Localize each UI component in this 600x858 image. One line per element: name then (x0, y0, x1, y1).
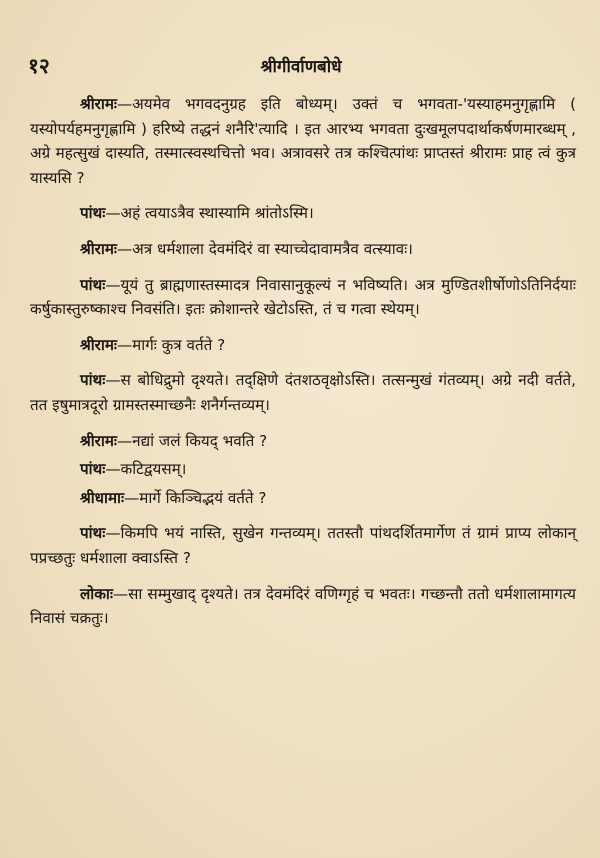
dialogue-text: —नद्यां जलं कियद् भवति ? (116, 431, 268, 450)
speaker-name: श्रीरामः (80, 95, 117, 113)
dialogue-text: —सा सम्मुखाद् दृश्यते। तत्र देवमंदिरं वणिग्गृहं च भवतः। गच्छन्तौ ततो धर्मशालामागत्य निवासं चक्रतुः। (30, 584, 576, 628)
running-title: श्रीगीर्वाणबोधे (260, 57, 342, 77)
speaker-name: श्रीरामः (80, 335, 117, 354)
speaker-name: लोकाः (80, 584, 113, 603)
dialogue-text: —अहं त्वयाऽत्रैव स्थास्यामि श्रांतोऽस्मि। (105, 204, 314, 223)
speaker-name: श्रीरामः (80, 431, 117, 450)
page-body (30, 92, 576, 642)
dialogue-text: —मार्गे किञ्चिद्भयं वर्तते ? (124, 488, 267, 507)
dialogue-text: —स बोधिद्रुमो दृश्यते। तद्क्षिणे दंतशठवृक्षोऽस्ति। तत्सन्मुखं गंतव्यम्। अग्रे नदी वर्तते, तत इषुमात्रदूरो ग्रामस्तस्माच्छनैः शनैर्गन्तव्यम्। (30, 371, 576, 414)
dialogue-paragraph (30, 273, 576, 322)
speaker-name: पांथः (80, 371, 106, 390)
dialogue-paragraph (30, 368, 576, 417)
dialogue-text: —अयमेव भगवदनुग्रह इति बोध्यम्। उक्तं च भगवता-'यस्याहमनुगृह्णामि ( यस्योपर्यहमनुगृह्णामि ) हरिष्ये तद्धनं शनैरि'त्यादि । इत आरभ्य भगवता दुःखमूलपदार्थाकर्षणमारब्धम् , अग्रे महत्सुखं दास्यति, तस्मात्स्वस्थचित्तो भव। अत्रावसरे तत्र कश्चित्पांथः प्राप्तस्तं श्रीरामः प्राह त्वं कुत्र यास्यसि ? (30, 95, 576, 187)
dialogue-text: —अत्र धर्मशाला देवमंदिरं वा स्याच्चेदावामत्रैव वत्स्यावः। (116, 239, 413, 258)
speaker-name: पांथः (80, 524, 106, 543)
page-number: १२ (28, 54, 50, 78)
dialogue-paragraph (30, 333, 576, 358)
speaker-name: पांथः (80, 460, 106, 479)
dialogue-paragraph (30, 237, 576, 262)
dialogue-paragraph (30, 429, 576, 454)
dialogue-text: —मार्गः कुत्र वर्तते ? (116, 335, 226, 354)
speaker-name: पांथः (80, 204, 106, 223)
dialogue-paragraph (30, 521, 576, 570)
speaker-name: श्रीरामः (80, 239, 117, 258)
dialogue-text: —किमपि भयं नास्ति, सुखेन गन्तव्यम्। ततस्तौ पांथदर्शितमार्गेण तं ग्रामं प्राप्य लोकान् पप्रच्छतुः धर्मशाला क्वाऽस्ति ? (30, 524, 576, 567)
speaker-name: पांथः (80, 275, 106, 294)
dialogue-paragraph (30, 486, 576, 511)
dialogue-paragraph (30, 92, 576, 190)
dialogue-text: —कटिद्वयसम्। (105, 460, 187, 479)
dialogue-text: —यूयं तु ब्राह्मणास्तस्मादत्र निवासानुकूल्यं न भविष्यति। अत्र मुण्डितशीर्षोणोऽतिनिर्दयाः कर्षुकास्तुरुष्काश्च निवसंति। इतः क्रोशान्तरे खेटोऽस्ति, तं च गत्वा स्थेयम्। (30, 275, 576, 319)
dialogue-paragraph (30, 201, 576, 226)
dialogue-paragraph (30, 457, 576, 482)
page-header (28, 52, 574, 82)
dialogue-paragraph (30, 582, 576, 631)
speaker-name: श्रीधामाः (80, 488, 125, 507)
